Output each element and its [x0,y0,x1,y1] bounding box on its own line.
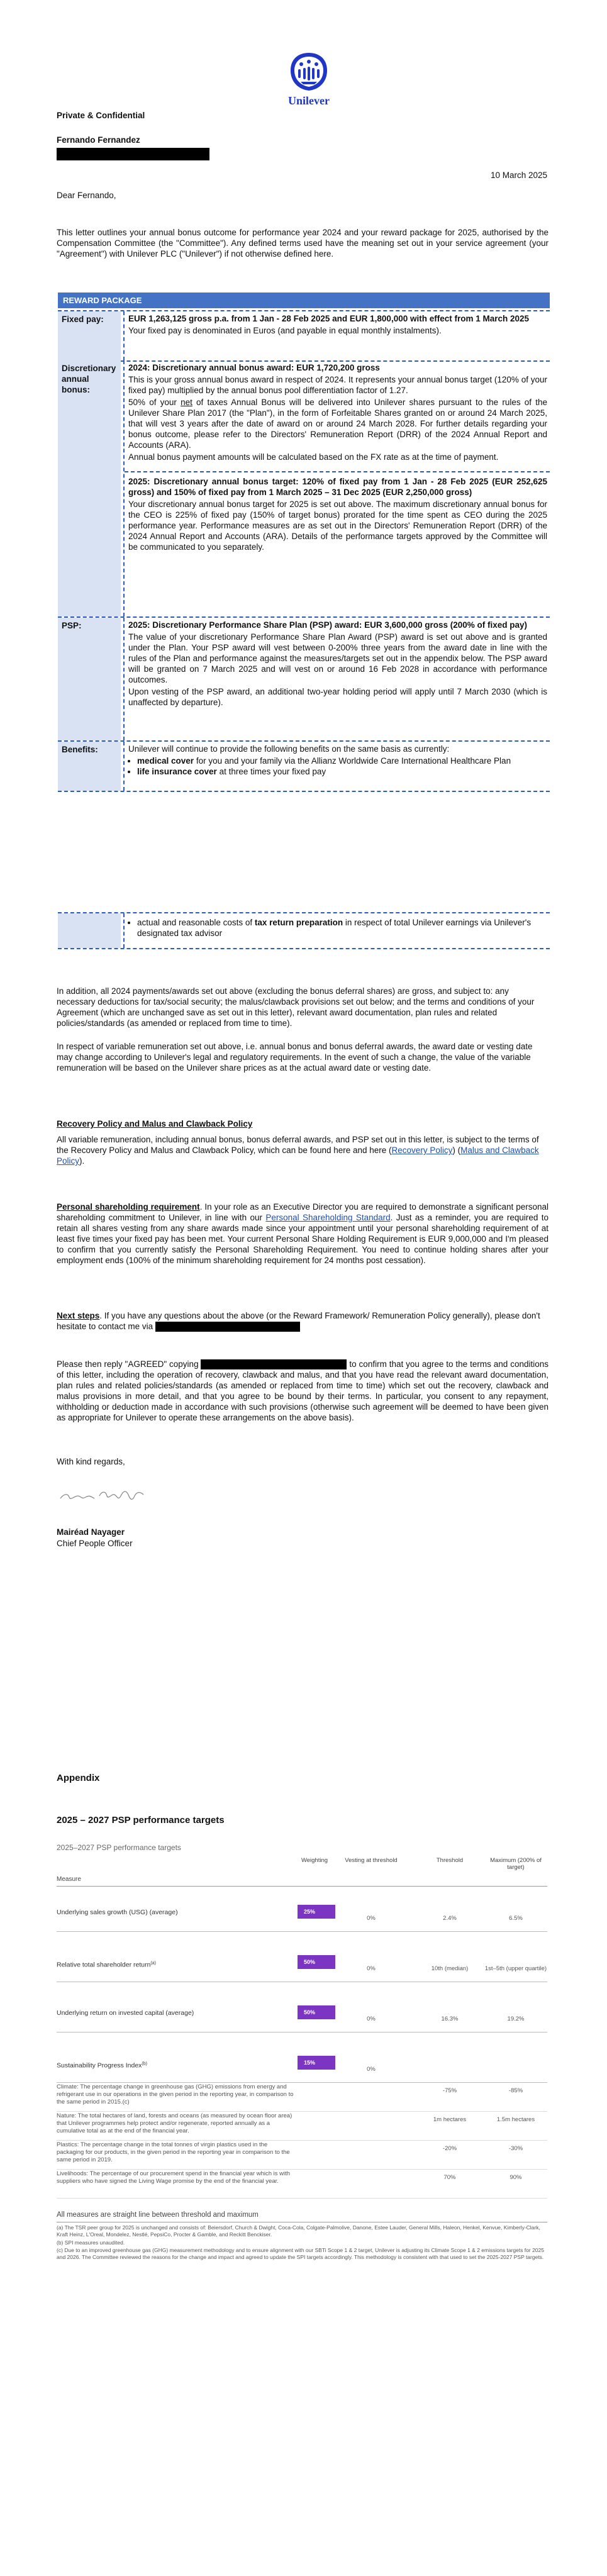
bonus-2024-title: 2024: Discretionary annual bonus award: EUR 1,720,200 gross [128,363,380,372]
spi-sub-measure: Nature: The total hectares of land, forests and oceans (as measured by ocean floor area) that Unilever programmes help protect and/or regenerate, reported annually as a cumulative total as at the end of the financial year. [57,2112,292,2134]
spi-divider [57,2169,547,2170]
spi-divider [57,2140,547,2141]
psp-weighting-bar: 15% [298,2056,335,2070]
shareholding-standard-link[interactable]: Personal Shareholding Standard [265,1213,391,1222]
redacted-block [57,148,209,160]
closing: With kind regards, [57,1457,125,1466]
redacted-copy-email [201,1359,347,1369]
psp-measure: Sustainability Progress Index$^{(b)}$ [57,2061,147,2070]
confidential-label: Private & Confidential [57,111,145,120]
psp-table-row [57,2044,547,2083]
recovery-policy-link[interactable]: Recovery Policy [391,1146,453,1155]
straight-line-note: All measures are straight line between threshold and maximum [57,2211,259,2219]
spi-maximum-cell: -85% [508,2087,523,2094]
appendix-heading: 2025 – 2027 PSP performance targets [57,1815,225,1826]
spi-threshold-cell: 1m hectares [433,2116,467,2123]
psp-threshold-cell: 10th (median) [431,1965,469,1972]
psp-measure: Underlying sales growth (USG) (average) [57,1909,178,1916]
bonus-2025-title: 2025: Discretionary annual bonus target: 120% of fixed pay from 1 Jan - 28 Feb 2025 (EUR 252,625 gross) and 150% of fixed pay from 1 March 2025 – 31 Dec 2025 (EUR 2,250,000 gross) [128,477,547,497]
benefits-intro: Unilever will continue to provide the following benefits on the same basis as currently: [128,744,450,754]
spi-divider [57,2111,547,2112]
malus-clawback-policy-link[interactable]: Malus and Clawback Policy [57,1146,539,1166]
footnote-a: (a) The TSR peer group for 2025 is unchanged and consists of: Beiersdorf, Church & Dwight, Coca-Cola, Colgate-Palmolive, Danone, Estee Lauder, General Mills, Haleon, Henkel, Kenvue, Kimberly-Clark, Kraft Heinz, L'Oreal, Mondelez, Nestlé, PepsiCo, Procter & Gamble, and Reckitt Benckiser. [57,2224,540,2238]
benefit-life-insurance: • life insurance cover at three times your fixed pay [137,766,547,777]
psp-table-title: 2025–2027 PSP performance targets [57,1843,181,1852]
psp-weighting-bar: 50% [298,1955,335,1969]
psp-threshold-cell: 2.4% [443,1915,457,1922]
psp-row [58,618,550,742]
benefits-label: Benefits: [58,742,121,791]
bonus-2025-p4: Your discretionary annual bonus target for 2025 is set out above. The maximum discretionary annual bonus for the CEO is 225% of fixed pay (150% of target bonus) prorated for the time spent as CEO during the 2025 performance year. Performance measures are as set out in the Directors' Remuneration Report (DRR) of the 2024 Annual Report and Accounts (ARA). Details of the performance targets approved by the Committee will be communicated to you separately. [128,499,547,552]
col-vesting: Vesting at threshold [345,1857,398,1864]
salutation: Dear Fernando, [57,191,116,200]
footnote-b: (b) SPI measures unaudited. [57,2239,125,2246]
psp-p1: The value of your discretionary Performance Share Plan Award (PSP) award is set out above and is granted under the Plan. Your PSP award will vest between 0-200% three years from the award date in line with the rules of the Plan and performance against the measures/targets set out in the appendix below. The PSP award will be granted on 7 March 2025 and will vest on or around 16 Feb 2028 in accordance with performance outcomes. [128,632,547,684]
psp-table-row [57,1994,547,2032]
psp-title: 2025: Discretionary Performance Share Plan (PSP) award: EUR 3,600,000 gross (200% of fixed pay) [128,620,528,630]
bonus-2024-p2: 50% of your net of taxes Annual Bonus will be delivered into Unilever shares pursuant to the rules of the Unilever Share Plan 2017 (the "Plan"), in the form of Forfeitable Shares granted on or around 24 March 2025, that will vest 3 years after the date of award on or around 24 March 2028. For further details regarding your bonus outcome, please refer to the Directors' Remuneration Report (DRR) of the 2024 Annual Report and Accounts (ARA). [128,398,547,450]
benefits-row [58,742,550,792]
footnote-c: (c) Due to an improved greenhouse gas (GHG) measurement methodology and to ensure alignment with our SBTi Scope 1 & 2 target, Unilever is adjusting its Climate Scope 1 & 2 emissions targets for 2025 and 2026. The Committee reviewed the reasons for the change and impact and agreed to update the SPI targets accordingly. This methodology is consistent with that used to set the 2025-2027 PSP targets. [57,2247,544,2260]
spi-divider [57,2198,547,2199]
award-date-paragraph: In respect of variable remuneration set out above, i.e. annual bonus and bonus deferral awards, the award date or vesting date may change according to Unilever's legal and regulatory requirements. In the event of such a change, the value of the variable remuneration will be based on the Unilever share prices as at the actual award date or vesting date. [57,1042,533,1073]
recovery-policy-paragraph: All variable remuneration, including annual bonus, bonus deferral awards, and PSP set out in this letter, is subject to the terms of the Recovery Policy and Malus and Clawback Policy, which can be found here and here (Recovery Policy) (Malus and Clawback Policy). [57,1135,539,1166]
reply-paragraph: Please then reply "AGREED" copying to confirm that you agree to the terms and conditions of this letter, including the operation of recovery, clawback and malus, and that you have read the relevant award documentation, plan rules and related policies/standards (as amended or replaced from time to time) which set out the recovery, clawback and malus provisions in more detail, and that you agree to be bound by their terms. In particular, you consent to any repayment, withholding or deduction made in accordance with such provisions (otherwise such agreement will be deemed to have been given as appropriate for Unilever to operate these arrangements on the above basis). [57,1359,549,1423]
next-steps-paragraph: Next steps. If you have any questions about the above (or the Reward Framework/ Remuneration Policy generally), please don't hesitate to contact me via [57,1311,540,1331]
spi-sub-measure: Livelihoods: The percentage of our procurement spend in the financial year which is with suppliers who have signed the Living Wage promise by the end of the financial year. [57,2170,291,2185]
psp-label: PSP: [58,618,121,740]
appendix-label: Appendix [57,1773,100,1783]
signature [58,1477,159,1508]
recovery-policy-heading: Recovery Policy and Malus and Clawback Policy [57,1119,253,1129]
psp-measure-footnote-ref: (b) [142,2061,147,2066]
psp-targets-table [57,1843,547,2283]
psp-maximum-cell: 6.5% [509,1915,523,1922]
col-weighting: Weighting [301,1857,328,1864]
benefits-continued-label [58,913,121,948]
fixed-pay-note: Your fixed pay is denominated in Euros (and payable in equal monthly instalments). [128,326,442,335]
reward-package-heading: REWARD PACKAGE [58,293,550,308]
unilever-logo [287,52,331,109]
psp-vesting-cell: 0% [367,2066,376,2073]
benefit-medical: • medical cover for you and your family via the Allianz Worldwide Care International Healthcare Plan [137,756,547,766]
spi-maximum-cell: -30% [508,2145,523,2152]
bonus-row [58,360,550,618]
psp-vesting-cell: 0% [367,1965,376,1972]
psp-p2: Upon vesting of the PSP award, an additional two-year holding period will apply until 7 March 2030 (which is unaffected by departure). [128,687,547,707]
benefits-continued-row [58,912,550,949]
psp-maximum-cell: 1st–5th (upper quartile) [484,1965,547,1972]
signer-name: Mairéad Nayager [57,1527,125,1537]
shareholding-paragraph: Personal shareholding requirement. In your role as an Executive Director you are required to demonstrate a significant personal shareholding commitment to Unilever, in line with our Personal Shareholding Standard. Just as a reminder, you are required to retain all shares vesting from any share awards made since your appointment until your personal shareholding requirement of at least five times your fixed pay has been met. Your current Personal Share Holding Requirement is EUR 9,000,000 and I'm pleased to confirm that you currently satisfy the Personal Shareholding Requirement. You need to continue holding shares after your employment ends (100% of the minimum shareholding requirement for 24 months post cessation). [57,1202,549,1265]
psp-table-row [57,1893,547,1932]
fixed-pay-row [58,310,550,362]
spi-sub-measure: Climate: The percentage change in greenhouse gas (GHG) emissions from energy and refrigerant use in our operations in the given period in the reporting year, in comparison to the same period in 2015.(c) [57,2083,294,2105]
psp-measure: Relative total shareholder return$^{(a)}$ [57,1961,156,1969]
col-maximum: Maximum (200% of target) [490,1857,542,1871]
spi-maximum-cell: 90% [510,2174,522,2181]
spi-threshold-cell: -75% [442,2087,457,2094]
col-threshold: Threshold [436,1857,464,1864]
letter-date: 10 March 2025 [490,170,547,180]
psp-weighting-bar: 50% [298,2005,335,2019]
psp-threshold-cell: 16.3% [441,2016,459,2022]
recipient-name: Fernando Fernandez [57,135,140,145]
psp-weighting-bar: 25% [298,1905,335,1919]
psp-vesting-cell: 0% [367,1915,376,1922]
psp-measure: Underlying return on invested capital (average) [57,2009,194,2017]
bonus-2024-p1: This is your gross annual bonus award in respect of 2024. It represents your annual bonus target (120% of your fixed pay) multiplied by the annual bonus pool differentiation factor of 1.27. [128,375,547,395]
psp-vesting-cell: 0% [367,2016,376,2022]
spi-threshold-cell: -20% [442,2145,457,2152]
signer-title: Chief People Officer [57,1539,133,1548]
gross-payments-paragraph: In addition, all 2024 payments/awards set out above (excluding the bonus deferral shares) are gross, and subject to: any necessary deductions for tax/social security; the malus/clawback provisions set out below; and the terms and conditions of your Agreement (which are unchanged save as set out in this letter), relevant award documentation, plan rules and related policies/standards (as amended or replaced from time to time). [57,986,535,1028]
fixed-pay-label: Fixed pay: [58,311,121,360]
fixed-pay-title: EUR 1,263,125 gross p.a. from 1 Jan - 28 Feb 2025 and EUR 1,800,000 with effect from 1 March 2025 [128,314,530,323]
intro-paragraph: This letter outlines your annual bonus outcome for performance year 2024 and your reward package for 2025, authorised by the Compensation Committee (the "Committee"). Any defined terms used have the meaning set out in your service agreement (your "Agreement") with Unilever PLC ("Unilever") if not otherwise defined here. [57,228,549,259]
psp-maximum-cell: 19.2% [507,2016,525,2022]
bonus-2024-p3: Annual bonus payment amounts will be calculated based on the FX rate as at the time of payment. [128,452,499,462]
spi-maximum-cell: 1.5m hectares [496,2116,535,2123]
col-measure: Measure [57,1876,81,1883]
psp-measure-footnote-ref: (a) [150,1961,156,1965]
spi-sub-measure: Plastics: The percentage change in the total tonnes of virgin plastics used in the packaging for our products, in the given period in the reporting year in comparison to the same period in 2019. [57,2141,290,2163]
bonus-label: Discretionary annual bonus: [58,360,121,616]
svg-text:Unilever: Unilever [288,94,330,107]
psp-table-row [57,1944,547,1982]
redacted-email [155,1322,300,1332]
benefit-tax-return: • actual and reasonable costs of tax return preparation in respect of total Unilever earnings via Unilever's designated tax advisor [137,917,547,939]
spi-threshold-cell: 70% [443,2174,456,2181]
